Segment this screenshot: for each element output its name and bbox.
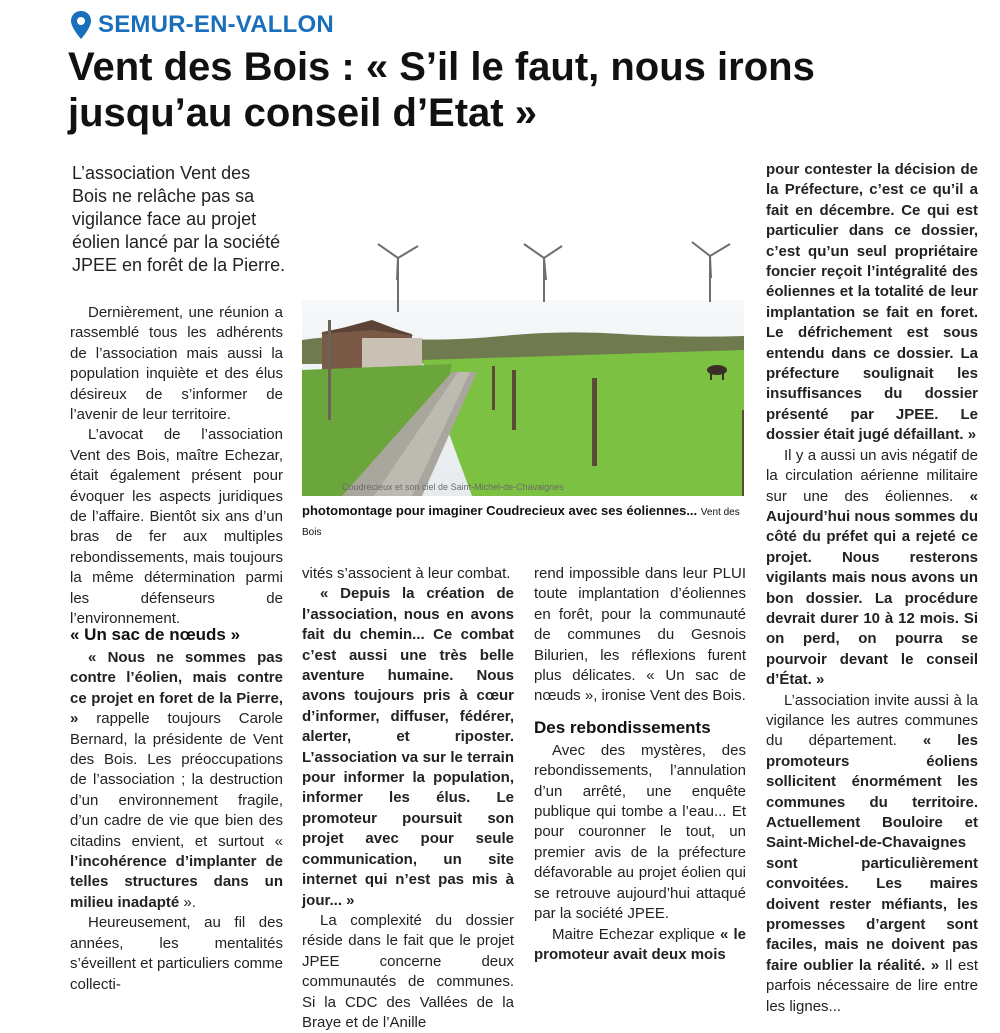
column-4	[766, 160, 978, 1017]
column-3	[534, 564, 746, 965]
quote: « les promoteurs éoliens sollicitent énormément les communes du territoire. Actuellement Bouloire et Saint-Michel-de-Chavaignes sont particulièrement convoitées. Les maires doivent rester méfiants, les promesses d’argent sont faciles, mais ne doivent pas faire oublier la réalité. »	[766, 732, 978, 974]
paragraph: L’avocat de l’association Vent des Bois, maître Echezar, était également présent pour évoquer les aspects juridiques de l’affaire. Bientôt six ans d’un bras de fer aux multiples rebondissements, mais toujours la même détermination parmi les défenseurs de l’environnement.	[70, 426, 283, 628]
text: Il est parfois nécessaire de lire entre les lignes...	[766, 956, 978, 1015]
headline: Vent des Bois : « S’il le faut, nous irons jusqu’au conseil d’Etat »	[68, 45, 815, 135]
landscape-photomontage	[302, 300, 744, 496]
wind-turbines-illustration	[300, 222, 760, 312]
paragraph: La complexité du dossier réside dans le fait que le projet JPEE concerne deux communautés de communes. Si la CDC des Vallées de la Braye et de l’Anille	[302, 911, 514, 1031]
quote-paragraph: pour contester la décision de la Préfecture, c’est ce qu’il a fait en décembre. Ce qui est particulier dans ce dossier, c’est qu’un seul propriétaire foncier reçoit l’intégralité des éoliennes et la totalité de leur implantation se fait en foret. Le défrichement est sous entendu dans ce dossier. La préfecture soulignait les insuffisances du dossier présenté par JPEE. Le dossier était jugé défaillant. »	[766, 161, 978, 444]
quote-paragraph: « Depuis la création de l’association, nous en avons fait du chemin... Ce combat c’est aussi une très belle aventure humaine. Nous avons toujours pris à cœur d’informer, diffuser, fédérer, alerter, et riposter. L’association va sur le terrain pour informer la population, informer les élus. Le promoteur poursuit son projet avec pour seule communication, un site internet qui n’est pas mis à jour... »	[302, 585, 514, 909]
text: rappelle toujours Carole Bernard, la présidente de Vent des Bois. Les préoccupations de l’association ; la destruction d’un environnement fragile, d’un cadre de vie que bien des citadins envient, et surtout «	[70, 710, 283, 850]
text: Il y a aussi un avis négatif de la circulation aérienne militaire sur une des éoliennes.	[766, 446, 978, 505]
quote: « Aujourd’hui nous sommes du côté du préfet qui a rejeté ce projet. Nous resterons vigilants mais nous avons un bon dossier. La procédure devrait durer 10 à 12 mois. Si on perd, on pourra se pourvoir devant le conseil d’État. »	[766, 487, 978, 689]
paragraph: vités s’associent à leur combat.	[302, 565, 511, 582]
standfirst: L’association Vent des Bois ne relâche pas sa vigilance face au projet éolien lancé par la société JPEE en forêt de la Pierre.	[72, 163, 286, 275]
section-kicker	[70, 8, 334, 42]
section-location: SEMUR-EN-VALLON	[98, 11, 334, 38]
paragraph: Avec des mystères, des rebondissements, l’annulation d’un arrêté, une enquête publique qui tombe a l’eau... Et pour couronner le tout, un premier avis de la préfecture défavorable au projet éolien qui se retrouve aujourd’hui attaqué par la société JPEE.	[534, 741, 746, 923]
subheading: Des rebondissements	[534, 717, 711, 737]
paragraph: Heureusement, au fil des années, les mentalités s’éveillent et particuliers comme collecti-	[70, 914, 283, 993]
quote: « Nous ne sommes pas contre l’éolien, mais contre ce projet en foret de la Pierre, »	[70, 649, 283, 728]
column-1-top	[70, 303, 283, 630]
column-2	[302, 564, 514, 1033]
location-pin-icon	[70, 10, 92, 40]
photo-caption	[302, 502, 744, 542]
caption-text: photomontage pour imaginer Coudrecieux avec ses éoliennes...	[302, 503, 698, 518]
paragraph	[70, 648, 283, 913]
quote: « le promoteur avait deux mois	[534, 925, 746, 963]
column-1-bottom	[70, 622, 283, 995]
paragraph	[766, 446, 978, 691]
text: Maitre Echezar explique	[552, 925, 720, 943]
article-photo	[302, 300, 744, 496]
quote: l’incohérence d’implanter de telles structures dans un milieu inadapté	[70, 853, 283, 911]
text: L’association invite aussi à la vigilance les autres communes du département.	[766, 691, 978, 750]
paragraph: Dernièrement, une réunion a rassemblé tous les adhérents de l’association mais aussi la population inquiète et des élus désireux de s’informer de l’avenir de leur territoire.	[70, 304, 283, 424]
paragraph: rend impossible dans leur PLUI toute implantation d’éoliennes en forêt, pour la communauté de communes du Gesnois Bilurien, les réflexions furent plus délicates. « Un sac de nœuds », ironise Vent des Bois.	[534, 565, 746, 705]
paragraph	[534, 925, 746, 966]
subheading: « Un sac de nœuds »	[70, 625, 241, 644]
text: ».	[179, 893, 196, 911]
paragraph	[766, 691, 978, 1018]
photo-overlay-credit: Coudrecieux et son ciel de Saint-Michel-de-Chavaignes	[342, 482, 564, 492]
caption-credit: Vent des Bois	[302, 507, 740, 538]
